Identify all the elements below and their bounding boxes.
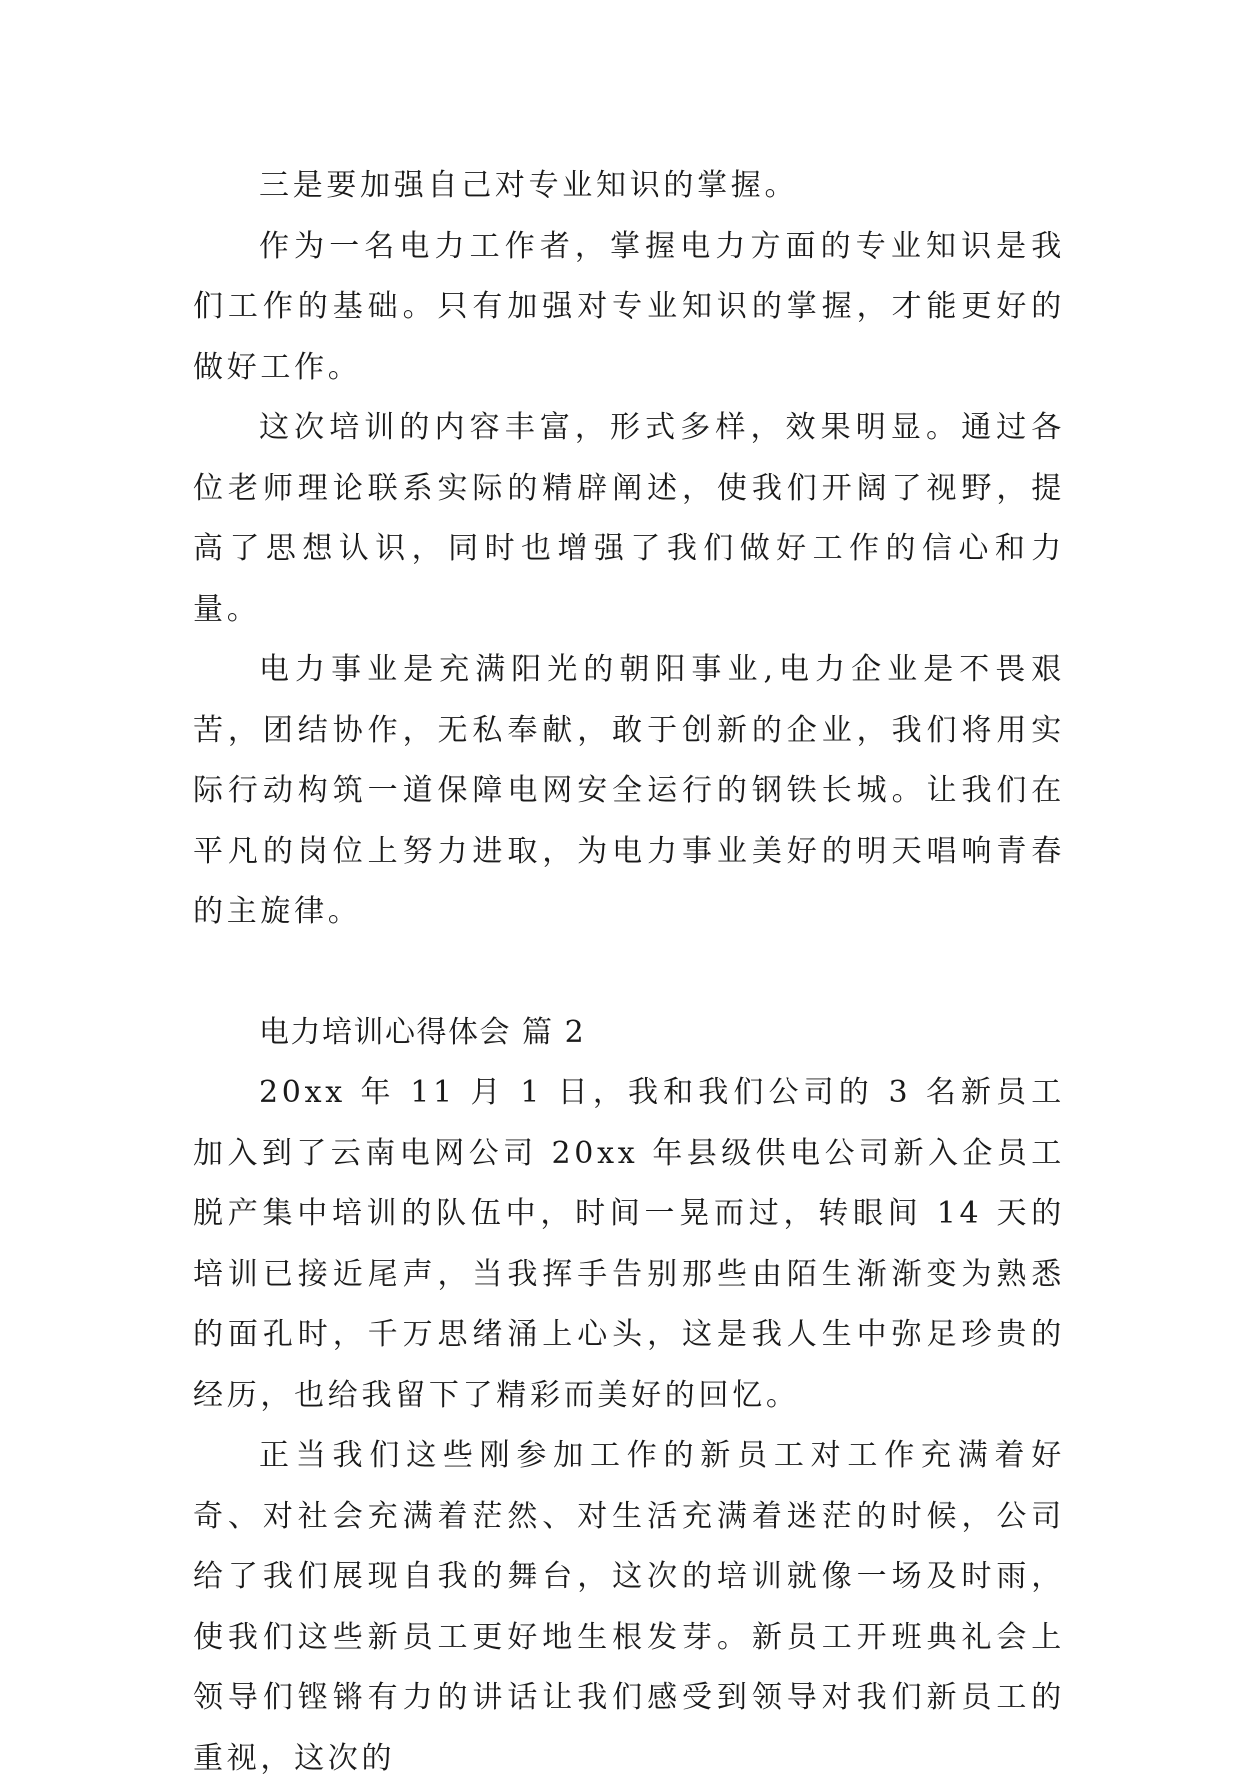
paragraph: 作为一名电力工作者，掌握电力方面的专业知识是我们工作的基础。只有加强对专业知识的掌握，才能更好的做好工作。: [193, 228, 1065, 385]
paragraph: 20xx 年 11 月 1 日，我和我们公司的 3 名新员工加入到了云南电网公司 20xx 年县级供电公司新入企员工脱产集中培训的队伍中，时间一晃而过，转眼间 14 天的培训已接近尾声，当我挥手告别那些由陌生渐渐变为熟悉的面孔时，千万思绪涌上心头，这是我人生中弥足珍贵的经历，也给我留下了精彩而美好的回忆。: [193, 1075, 1065, 1413]
paragraph: 电力事业是充满阳光的朝阳事业,电力企业是不畏艰苦，团结协作，无私奉献，敢于创新的企业，我们将用实际行动构筑一道保障电网安全运行的钢铁长城。让我们在平凡的岗位上努力进取，为电力事业美好的明天唱响青春的主旋律。: [193, 652, 1065, 929]
paragraph: 正当我们这些刚参加工作的新员工对工作充满着好奇、对社会充满着茫然、对生活充满着迷茫的时候，公司给了我们展现自我的舞台，这次的培训就像一场及时雨，使我们这些新员工更好地生根发芽。新员工开班典礼会上领导们铿锵有力的讲话让我们感受到领导对我们新员工的重视，这次的: [193, 1438, 1065, 1776]
blank-line: [193, 943, 1065, 1003]
document-body: [193, 156, 1065, 1789]
paragraph: 三是要加强自己对专业知识的掌握。: [259, 168, 799, 203]
section-title: 电力培训心得体会 篇 2: [259, 1014, 586, 1050]
paragraph: 这次培训的内容丰富，形式多样，效果明显。通过各位老师理论联系实际的精辟阐述，使我们开阔了视野，提高了思想认识，同时也增强了我们做好工作的信心和力量。: [193, 410, 1065, 627]
